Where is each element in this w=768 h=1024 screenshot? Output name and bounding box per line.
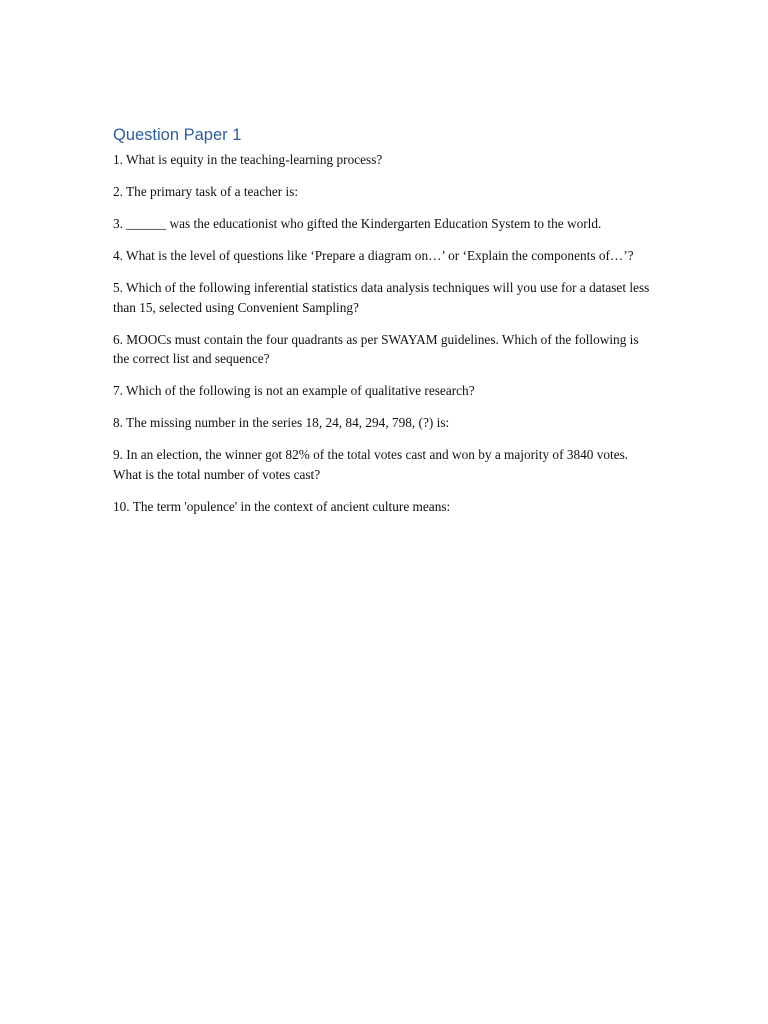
document-content — [113, 124, 653, 529]
document-title: Question Paper 1 — [113, 126, 242, 144]
question-1: 1. What is equity in the teaching-learning process? — [113, 152, 383, 167]
question-5: 5. Which of the following inferential statistics data analysis techniques will you use for a dataset less than 15, selected using Convenient Sampling? — [113, 280, 650, 315]
question-4: 4. What is the level of questions like ‘Prepare a diagram on…’ or ‘Explain the components of…’? — [113, 248, 634, 263]
question-7: 7. Which of the following is not an example of qualitative research? — [113, 383, 475, 398]
question-3: 3. ______ was the educationist who gifted the Kindergarten Education System to the world. — [113, 216, 602, 231]
question-10: 10. The term 'opulence' in the context of ancient culture means: — [113, 498, 451, 514]
question-6: 6. MOOCs must contain the four quadrants as per SWAYAM guidelines. Which of the following is the correct list and sequence? — [113, 331, 639, 366]
question-9: 9. In an election, the winner got 82% of the total votes cast and won by a majority of 3840 votes. What is the total number of votes cast? — [113, 447, 629, 482]
question-2: 2. The primary task of a teacher is: — [113, 184, 299, 199]
question-8: 8. The missing number in the series 18, 24, 84, 294, 798, (?) is: — [113, 415, 450, 430]
